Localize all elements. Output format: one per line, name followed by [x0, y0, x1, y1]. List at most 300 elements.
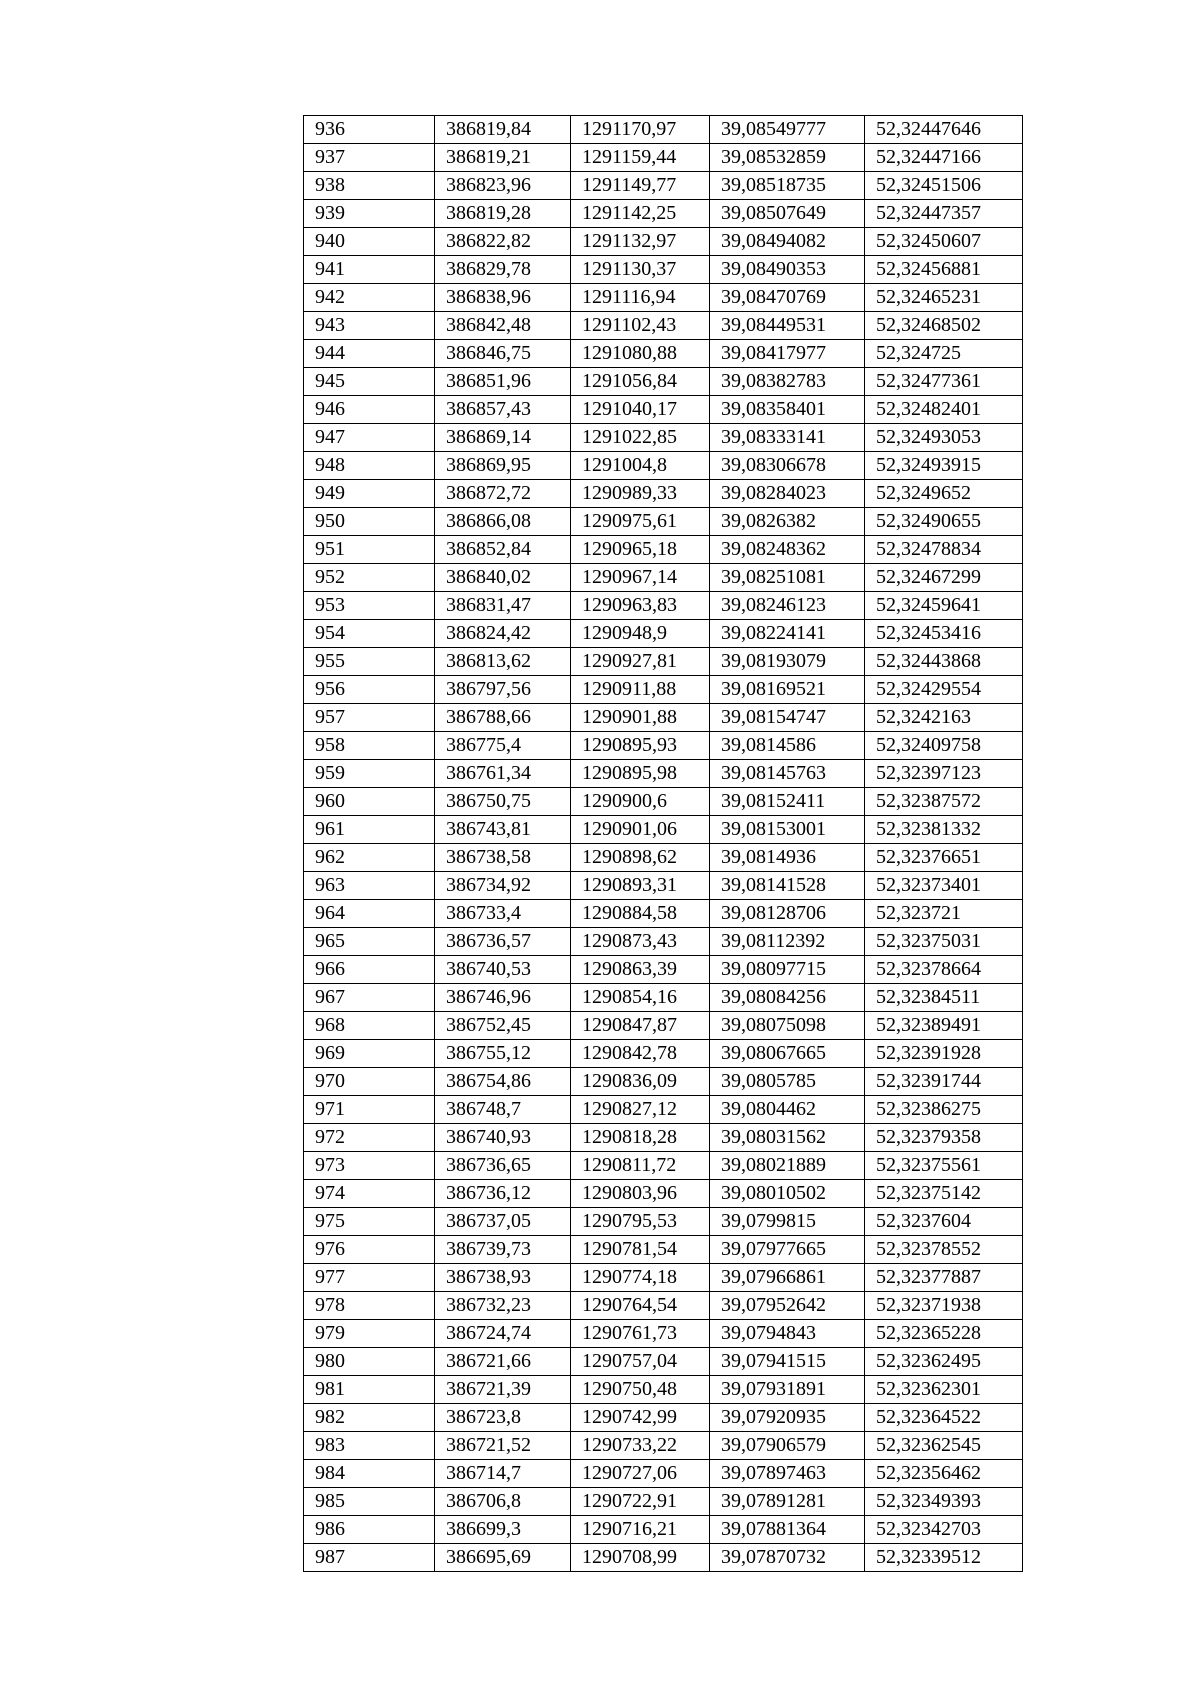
point-number-cell: 945: [304, 368, 435, 396]
longitude-cell: 52,32381332: [865, 816, 1023, 844]
longitude-cell: 52,3237604: [865, 1208, 1023, 1236]
y-coordinate-cell: 1290811,72: [571, 1152, 710, 1180]
x-coordinate-cell: 386721,66: [435, 1348, 571, 1376]
table-row: [304, 312, 1023, 340]
table-row: [304, 676, 1023, 704]
table-row: [304, 368, 1023, 396]
point-number-cell: 971: [304, 1096, 435, 1124]
x-coordinate-cell: 386736,65: [435, 1152, 571, 1180]
x-coordinate-cell: 386819,28: [435, 200, 571, 228]
y-coordinate-cell: 1290873,43: [571, 928, 710, 956]
point-number-cell: 941: [304, 256, 435, 284]
point-number-cell: 948: [304, 452, 435, 480]
x-coordinate-cell: 386748,7: [435, 1096, 571, 1124]
point-number-cell: 962: [304, 844, 435, 872]
table-row: [304, 620, 1023, 648]
y-coordinate-cell: 1290827,12: [571, 1096, 710, 1124]
latitude-cell: 39,08333141: [710, 424, 865, 452]
x-coordinate-cell: 386721,39: [435, 1376, 571, 1404]
longitude-cell: 52,32384511: [865, 984, 1023, 1012]
latitude-cell: 39,07977665: [710, 1236, 865, 1264]
table-row: [304, 1488, 1023, 1516]
longitude-cell: 52,32477361: [865, 368, 1023, 396]
coordinates-table: [303, 115, 1023, 1572]
point-number-cell: 986: [304, 1516, 435, 1544]
latitude-cell: 39,08306678: [710, 452, 865, 480]
x-coordinate-cell: 386869,95: [435, 452, 571, 480]
table-row: [304, 956, 1023, 984]
table-row: [304, 1460, 1023, 1488]
point-number-cell: 956: [304, 676, 435, 704]
point-number-cell: 968: [304, 1012, 435, 1040]
y-coordinate-cell: 1290863,39: [571, 956, 710, 984]
x-coordinate-cell: 386824,42: [435, 620, 571, 648]
y-coordinate-cell: 1290901,88: [571, 704, 710, 732]
y-coordinate-cell: 1290893,31: [571, 872, 710, 900]
x-coordinate-cell: 386750,75: [435, 788, 571, 816]
y-coordinate-cell: 1291159,44: [571, 144, 710, 172]
point-number-cell: 985: [304, 1488, 435, 1516]
table-row: [304, 816, 1023, 844]
y-coordinate-cell: 1290708,99: [571, 1544, 710, 1572]
longitude-cell: 52,32375142: [865, 1180, 1023, 1208]
longitude-cell: 52,32379358: [865, 1124, 1023, 1152]
longitude-cell: 52,32443868: [865, 648, 1023, 676]
longitude-cell: 52,323721: [865, 900, 1023, 928]
longitude-cell: 52,32451506: [865, 172, 1023, 200]
point-number-cell: 972: [304, 1124, 435, 1152]
longitude-cell: 52,32362301: [865, 1376, 1023, 1404]
latitude-cell: 39,08417977: [710, 340, 865, 368]
table-row: [304, 564, 1023, 592]
table-row: [304, 1040, 1023, 1068]
table-row: [304, 1348, 1023, 1376]
y-coordinate-cell: 1290901,06: [571, 816, 710, 844]
latitude-cell: 39,08067665: [710, 1040, 865, 1068]
table-row: [304, 172, 1023, 200]
point-number-cell: 981: [304, 1376, 435, 1404]
x-coordinate-cell: 386738,93: [435, 1264, 571, 1292]
x-coordinate-cell: 386788,66: [435, 704, 571, 732]
table-row: [304, 984, 1023, 1012]
table-row: [304, 648, 1023, 676]
table-row: [304, 844, 1023, 872]
longitude-cell: 52,32450607: [865, 228, 1023, 256]
longitude-cell: 52,3249652: [865, 480, 1023, 508]
table-row: [304, 1264, 1023, 1292]
longitude-cell: 52,32447166: [865, 144, 1023, 172]
latitude-cell: 39,08358401: [710, 396, 865, 424]
point-number-cell: 952: [304, 564, 435, 592]
x-coordinate-cell: 386852,84: [435, 536, 571, 564]
table-row: [304, 1012, 1023, 1040]
latitude-cell: 39,08169521: [710, 676, 865, 704]
point-number-cell: 982: [304, 1404, 435, 1432]
point-number-cell: 983: [304, 1432, 435, 1460]
y-coordinate-cell: 1290742,99: [571, 1404, 710, 1432]
table-row: [304, 732, 1023, 760]
y-coordinate-cell: 1290948,9: [571, 620, 710, 648]
point-number-cell: 979: [304, 1320, 435, 1348]
table-row: [304, 1068, 1023, 1096]
x-coordinate-cell: 386695,69: [435, 1544, 571, 1572]
x-coordinate-cell: 386851,96: [435, 368, 571, 396]
x-coordinate-cell: 386699,3: [435, 1516, 571, 1544]
latitude-cell: 39,08010502: [710, 1180, 865, 1208]
longitude-cell: 52,32493915: [865, 452, 1023, 480]
latitude-cell: 39,08141528: [710, 872, 865, 900]
y-coordinate-cell: 1291130,37: [571, 256, 710, 284]
y-coordinate-cell: 1290818,28: [571, 1124, 710, 1152]
longitude-cell: 52,32490655: [865, 508, 1023, 536]
y-coordinate-cell: 1290965,18: [571, 536, 710, 564]
latitude-cell: 39,07897463: [710, 1460, 865, 1488]
point-number-cell: 947: [304, 424, 435, 452]
latitude-cell: 39,07906579: [710, 1432, 865, 1460]
y-coordinate-cell: 1290750,48: [571, 1376, 710, 1404]
x-coordinate-cell: 386740,93: [435, 1124, 571, 1152]
point-number-cell: 937: [304, 144, 435, 172]
longitude-cell: 52,3242163: [865, 704, 1023, 732]
latitude-cell: 39,0805785: [710, 1068, 865, 1096]
table-row: [304, 1236, 1023, 1264]
y-coordinate-cell: 1290727,06: [571, 1460, 710, 1488]
table-row: [304, 1544, 1023, 1572]
point-number-cell: 959: [304, 760, 435, 788]
table-row: [304, 1320, 1023, 1348]
y-coordinate-cell: 1290900,6: [571, 788, 710, 816]
point-number-cell: 970: [304, 1068, 435, 1096]
longitude-cell: 52,32364522: [865, 1404, 1023, 1432]
table-row: [304, 116, 1023, 144]
table-row: [304, 200, 1023, 228]
y-coordinate-cell: 1290716,21: [571, 1516, 710, 1544]
y-coordinate-cell: 1291080,88: [571, 340, 710, 368]
point-number-cell: 966: [304, 956, 435, 984]
point-number-cell: 946: [304, 396, 435, 424]
point-number-cell: 943: [304, 312, 435, 340]
y-coordinate-cell: 1290895,93: [571, 732, 710, 760]
x-coordinate-cell: 386739,73: [435, 1236, 571, 1264]
longitude-cell: 52,32389491: [865, 1012, 1023, 1040]
longitude-cell: 52,32376651: [865, 844, 1023, 872]
point-number-cell: 969: [304, 1040, 435, 1068]
x-coordinate-cell: 386822,82: [435, 228, 571, 256]
longitude-cell: 52,32375031: [865, 928, 1023, 956]
x-coordinate-cell: 386706,8: [435, 1488, 571, 1516]
x-coordinate-cell: 386738,58: [435, 844, 571, 872]
y-coordinate-cell: 1290722,91: [571, 1488, 710, 1516]
latitude-cell: 39,08251081: [710, 564, 865, 592]
longitude-cell: 52,32386275: [865, 1096, 1023, 1124]
longitude-cell: 52,32349393: [865, 1488, 1023, 1516]
x-coordinate-cell: 386797,56: [435, 676, 571, 704]
x-coordinate-cell: 386743,81: [435, 816, 571, 844]
longitude-cell: 52,32482401: [865, 396, 1023, 424]
x-coordinate-cell: 386869,14: [435, 424, 571, 452]
latitude-cell: 39,08031562: [710, 1124, 865, 1152]
longitude-cell: 52,32371938: [865, 1292, 1023, 1320]
longitude-cell: 52,32447646: [865, 116, 1023, 144]
x-coordinate-cell: 386752,45: [435, 1012, 571, 1040]
x-coordinate-cell: 386775,4: [435, 732, 571, 760]
x-coordinate-cell: 386736,12: [435, 1180, 571, 1208]
latitude-cell: 39,07881364: [710, 1516, 865, 1544]
table-row: [304, 480, 1023, 508]
y-coordinate-cell: 1291116,94: [571, 284, 710, 312]
longitude-cell: 52,32378552: [865, 1236, 1023, 1264]
longitude-cell: 52,32453416: [865, 620, 1023, 648]
y-coordinate-cell: 1290967,14: [571, 564, 710, 592]
point-number-cell: 958: [304, 732, 435, 760]
y-coordinate-cell: 1290764,54: [571, 1292, 710, 1320]
latitude-cell: 39,08128706: [710, 900, 865, 928]
longitude-cell: 52,32397123: [865, 760, 1023, 788]
x-coordinate-cell: 386721,52: [435, 1432, 571, 1460]
latitude-cell: 39,0799815: [710, 1208, 865, 1236]
latitude-cell: 39,08097715: [710, 956, 865, 984]
latitude-cell: 39,07931891: [710, 1376, 865, 1404]
longitude-cell: 52,32377887: [865, 1264, 1023, 1292]
point-number-cell: 939: [304, 200, 435, 228]
latitude-cell: 39,08193079: [710, 648, 865, 676]
longitude-cell: 52,32362545: [865, 1432, 1023, 1460]
y-coordinate-cell: 1290836,09: [571, 1068, 710, 1096]
x-coordinate-cell: 386857,43: [435, 396, 571, 424]
table-row: [304, 760, 1023, 788]
longitude-cell: 52,32342703: [865, 1516, 1023, 1544]
y-coordinate-cell: 1291102,43: [571, 312, 710, 340]
point-number-cell: 984: [304, 1460, 435, 1488]
latitude-cell: 39,08470769: [710, 284, 865, 312]
longitude-cell: 52,32362495: [865, 1348, 1023, 1376]
longitude-cell: 52,32378664: [865, 956, 1023, 984]
y-coordinate-cell: 1291004,8: [571, 452, 710, 480]
latitude-cell: 39,07891281: [710, 1488, 865, 1516]
latitude-cell: 39,08246123: [710, 592, 865, 620]
latitude-cell: 39,08507649: [710, 200, 865, 228]
y-coordinate-cell: 1290774,18: [571, 1264, 710, 1292]
y-coordinate-cell: 1290757,04: [571, 1348, 710, 1376]
longitude-cell: 52,32391744: [865, 1068, 1023, 1096]
x-coordinate-cell: 386840,02: [435, 564, 571, 592]
x-coordinate-cell: 386737,05: [435, 1208, 571, 1236]
latitude-cell: 39,07966861: [710, 1264, 865, 1292]
x-coordinate-cell: 386736,57: [435, 928, 571, 956]
y-coordinate-cell: 1291022,85: [571, 424, 710, 452]
table-row: [304, 340, 1023, 368]
latitude-cell: 39,0794843: [710, 1320, 865, 1348]
latitude-cell: 39,08145763: [710, 760, 865, 788]
x-coordinate-cell: 386734,92: [435, 872, 571, 900]
latitude-cell: 39,08518735: [710, 172, 865, 200]
x-coordinate-cell: 386813,62: [435, 648, 571, 676]
point-number-cell: 950: [304, 508, 435, 536]
x-coordinate-cell: 386838,96: [435, 284, 571, 312]
latitude-cell: 39,0804462: [710, 1096, 865, 1124]
longitude-cell: 52,32493053: [865, 424, 1023, 452]
table-row: [304, 256, 1023, 284]
longitude-cell: 52,32447357: [865, 200, 1023, 228]
latitude-cell: 39,08224141: [710, 620, 865, 648]
point-number-cell: 944: [304, 340, 435, 368]
table-row: [304, 1432, 1023, 1460]
y-coordinate-cell: 1290842,78: [571, 1040, 710, 1068]
point-number-cell: 978: [304, 1292, 435, 1320]
longitude-cell: 52,32365228: [865, 1320, 1023, 1348]
latitude-cell: 39,0814936: [710, 844, 865, 872]
point-number-cell: 954: [304, 620, 435, 648]
latitude-cell: 39,08532859: [710, 144, 865, 172]
table-row: [304, 1124, 1023, 1152]
table-row: [304, 144, 1023, 172]
latitude-cell: 39,07952642: [710, 1292, 865, 1320]
y-coordinate-cell: 1290989,33: [571, 480, 710, 508]
point-number-cell: 936: [304, 116, 435, 144]
point-number-cell: 953: [304, 592, 435, 620]
latitude-cell: 39,0826382: [710, 508, 865, 536]
point-number-cell: 963: [304, 872, 435, 900]
table-row: [304, 396, 1023, 424]
table-row: [304, 1404, 1023, 1432]
table-row: [304, 424, 1023, 452]
y-coordinate-cell: 1290761,73: [571, 1320, 710, 1348]
latitude-cell: 39,08549777: [710, 116, 865, 144]
latitude-cell: 39,07870732: [710, 1544, 865, 1572]
y-coordinate-cell: 1290795,53: [571, 1208, 710, 1236]
longitude-cell: 52,32465231: [865, 284, 1023, 312]
latitude-cell: 39,07920935: [710, 1404, 865, 1432]
point-number-cell: 938: [304, 172, 435, 200]
y-coordinate-cell: 1290803,96: [571, 1180, 710, 1208]
x-coordinate-cell: 386754,86: [435, 1068, 571, 1096]
y-coordinate-cell: 1290898,62: [571, 844, 710, 872]
latitude-cell: 39,08152411: [710, 788, 865, 816]
point-number-cell: 960: [304, 788, 435, 816]
point-number-cell: 973: [304, 1152, 435, 1180]
y-coordinate-cell: 1291149,77: [571, 172, 710, 200]
latitude-cell: 39,08075098: [710, 1012, 865, 1040]
x-coordinate-cell: 386819,21: [435, 144, 571, 172]
point-number-cell: 961: [304, 816, 435, 844]
table-row: [304, 900, 1023, 928]
point-number-cell: 951: [304, 536, 435, 564]
longitude-cell: 52,32468502: [865, 312, 1023, 340]
x-coordinate-cell: 386755,12: [435, 1040, 571, 1068]
longitude-cell: 52,32478834: [865, 536, 1023, 564]
y-coordinate-cell: 1290895,98: [571, 760, 710, 788]
point-number-cell: 940: [304, 228, 435, 256]
x-coordinate-cell: 386819,84: [435, 116, 571, 144]
point-number-cell: 955: [304, 648, 435, 676]
table-row: [304, 508, 1023, 536]
y-coordinate-cell: 1291040,17: [571, 396, 710, 424]
x-coordinate-cell: 386714,7: [435, 1460, 571, 1488]
longitude-cell: 52,32467299: [865, 564, 1023, 592]
table-row: [304, 1376, 1023, 1404]
table-row: [304, 872, 1023, 900]
latitude-cell: 39,08112392: [710, 928, 865, 956]
longitude-cell: 52,32456881: [865, 256, 1023, 284]
longitude-cell: 52,32356462: [865, 1460, 1023, 1488]
x-coordinate-cell: 386724,74: [435, 1320, 571, 1348]
x-coordinate-cell: 386842,48: [435, 312, 571, 340]
y-coordinate-cell: 1290927,81: [571, 648, 710, 676]
latitude-cell: 39,08449531: [710, 312, 865, 340]
y-coordinate-cell: 1290847,87: [571, 1012, 710, 1040]
table-row: [304, 1180, 1023, 1208]
point-number-cell: 957: [304, 704, 435, 732]
x-coordinate-cell: 386740,53: [435, 956, 571, 984]
point-number-cell: 980: [304, 1348, 435, 1376]
x-coordinate-cell: 386733,4: [435, 900, 571, 928]
latitude-cell: 39,08284023: [710, 480, 865, 508]
longitude-cell: 52,324725: [865, 340, 1023, 368]
x-coordinate-cell: 386761,34: [435, 760, 571, 788]
longitude-cell: 52,32391928: [865, 1040, 1023, 1068]
table-row: [304, 1208, 1023, 1236]
longitude-cell: 52,32459641: [865, 592, 1023, 620]
latitude-cell: 39,08153001: [710, 816, 865, 844]
y-coordinate-cell: 1290733,22: [571, 1432, 710, 1460]
latitude-cell: 39,0814586: [710, 732, 865, 760]
latitude-cell: 39,08154747: [710, 704, 865, 732]
y-coordinate-cell: 1290963,83: [571, 592, 710, 620]
y-coordinate-cell: 1291132,97: [571, 228, 710, 256]
table-row: [304, 788, 1023, 816]
latitude-cell: 39,08382783: [710, 368, 865, 396]
point-number-cell: 964: [304, 900, 435, 928]
table-row: [304, 592, 1023, 620]
x-coordinate-cell: 386846,75: [435, 340, 571, 368]
coordinates-table-body: [304, 116, 1023, 1572]
table-row: [304, 1152, 1023, 1180]
latitude-cell: 39,08494082: [710, 228, 865, 256]
longitude-cell: 52,32339512: [865, 1544, 1023, 1572]
longitude-cell: 52,32409758: [865, 732, 1023, 760]
point-number-cell: 974: [304, 1180, 435, 1208]
longitude-cell: 52,32429554: [865, 676, 1023, 704]
point-number-cell: 967: [304, 984, 435, 1012]
y-coordinate-cell: 1290884,58: [571, 900, 710, 928]
longitude-cell: 52,32387572: [865, 788, 1023, 816]
longitude-cell: 52,32375561: [865, 1152, 1023, 1180]
table-row: [304, 928, 1023, 956]
point-number-cell: 987: [304, 1544, 435, 1572]
table-row: [304, 1516, 1023, 1544]
latitude-cell: 39,08490353: [710, 256, 865, 284]
table-row: [304, 452, 1023, 480]
x-coordinate-cell: 386746,96: [435, 984, 571, 1012]
x-coordinate-cell: 386732,23: [435, 1292, 571, 1320]
table-row: [304, 1292, 1023, 1320]
point-number-cell: 977: [304, 1264, 435, 1292]
x-coordinate-cell: 386831,47: [435, 592, 571, 620]
y-coordinate-cell: 1290854,16: [571, 984, 710, 1012]
point-number-cell: 976: [304, 1236, 435, 1264]
point-number-cell: 949: [304, 480, 435, 508]
x-coordinate-cell: 386866,08: [435, 508, 571, 536]
table-row: [304, 704, 1023, 732]
point-number-cell: 965: [304, 928, 435, 956]
x-coordinate-cell: 386823,96: [435, 172, 571, 200]
y-coordinate-cell: 1290781,54: [571, 1236, 710, 1264]
point-number-cell: 975: [304, 1208, 435, 1236]
y-coordinate-cell: 1291170,97: [571, 116, 710, 144]
latitude-cell: 39,08021889: [710, 1152, 865, 1180]
y-coordinate-cell: 1290911,88: [571, 676, 710, 704]
latitude-cell: 39,07941515: [710, 1348, 865, 1376]
